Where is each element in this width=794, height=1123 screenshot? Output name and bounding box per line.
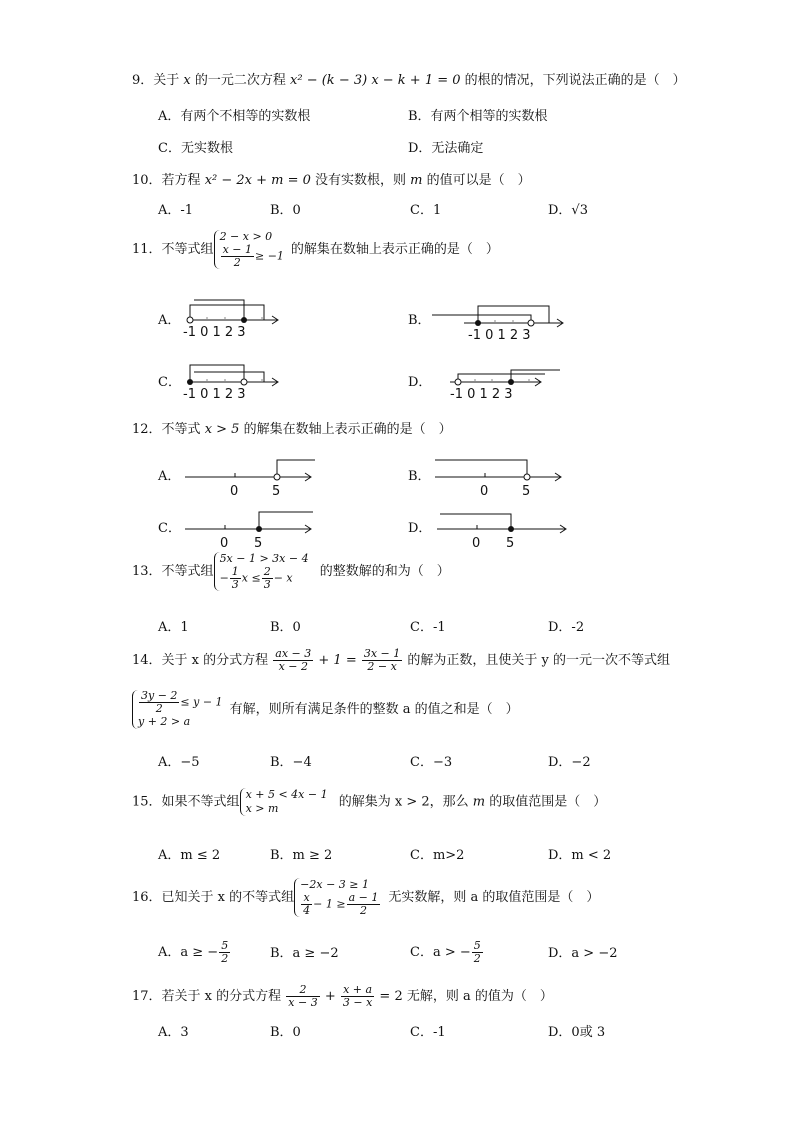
denominator: 2 [359, 904, 367, 917]
q12-option-d[interactable]: D． [408, 521, 432, 536]
question-9 [132, 73, 686, 89]
text: 的解为正数，且使关于 y 的一元一次不等式组 [403, 653, 671, 668]
q11-option-d[interactable]: D． [408, 375, 432, 390]
text: 的整数解的和为（ ） [315, 564, 450, 579]
q11-option-a[interactable]: A． [158, 313, 181, 328]
tick-label-5: 5 [254, 536, 263, 551]
row [220, 566, 309, 591]
q12-numberline-d [437, 507, 577, 552]
question-number: 12． [132, 422, 162, 437]
q11-numberline-d [440, 362, 570, 402]
q11-numberline-a [180, 300, 290, 340]
q14-option-c[interactable]: C．−3 [410, 755, 453, 770]
q12-numberline-c [185, 507, 325, 552]
tick-labels: -1 0 1 2 3 [183, 387, 246, 402]
question-13 [132, 552, 450, 591]
numerator: 2 [286, 984, 319, 997]
denominator: x − 3 [288, 996, 318, 1009]
fraction [286, 984, 319, 1009]
inequality-system [294, 878, 385, 917]
q10-option-c[interactable]: C．1 [410, 203, 442, 218]
question-number: 16． [132, 890, 162, 905]
tick-labels: -1 0 1 2 3 [183, 325, 246, 340]
q10-option-a[interactable]: A．-1 [158, 203, 194, 218]
numerator: 5 [473, 939, 481, 952]
fraction [139, 690, 179, 715]
text: 的一元二次方程 [190, 73, 291, 88]
text: + [320, 989, 340, 1004]
q12-numberline-a [185, 455, 325, 500]
q9-option-c[interactable]: C．无实数根 [158, 141, 233, 156]
inequality-system [240, 788, 332, 816]
denominator: 3 [231, 578, 239, 591]
question-number: 9． [132, 73, 154, 88]
fraction [230, 566, 241, 591]
text: − x [273, 571, 293, 585]
text: 不等式 [161, 422, 205, 437]
tick-label-5: 5 [522, 484, 531, 499]
fraction [341, 984, 374, 1009]
numerator: 3x − 1 [363, 647, 401, 660]
q14-option-b[interactable]: B．−4 [270, 755, 312, 770]
row: x > m [245, 802, 279, 815]
question-number: 15． [132, 794, 162, 810]
text: ≥ −1 [254, 249, 284, 263]
q17-option-b[interactable]: B．0 [270, 1025, 301, 1040]
numerator: ax − 3 [275, 647, 312, 660]
question-number: 13． [132, 564, 162, 579]
q15-option-c[interactable]: C．m>2 [410, 848, 465, 863]
tick-label-0: 0 [220, 536, 229, 551]
text: 无实数解，则 a 的取值范围是（ ） [388, 890, 600, 905]
text: + 1 = [314, 653, 361, 668]
text: 关于 [153, 73, 184, 88]
q11-numberline-b [432, 303, 572, 343]
q13-option-c[interactable]: C．-1 [410, 620, 446, 635]
numerator: 3y − 2 [141, 689, 178, 702]
q15-option-d[interactable]: D．m < 2 [548, 848, 612, 863]
option-text: C．a > − [410, 945, 471, 960]
math: m [472, 794, 486, 810]
question-number: 10． [132, 173, 162, 188]
q13-option-d[interactable]: D．-2 [548, 620, 585, 635]
text: − 1 ≥ [313, 897, 346, 911]
text: 如果不等式组 [161, 794, 240, 810]
tick-label-0: 0 [230, 484, 239, 499]
equation: x > 5 [204, 422, 240, 437]
q16-option-a[interactable] [158, 940, 231, 965]
question-15 [132, 788, 606, 816]
tick-label-0: 0 [480, 484, 489, 499]
q10-option-b[interactable]: B．0 [270, 203, 301, 218]
inequality-system [214, 230, 288, 269]
text: 若关于 x 的分式方程 [161, 989, 286, 1004]
fraction [219, 940, 230, 965]
denominator: 2 [155, 702, 163, 715]
denominator: 3 [263, 578, 271, 591]
q16-option-b[interactable]: B．a ≥ −2 [270, 946, 339, 961]
q16-option-c[interactable] [410, 940, 484, 965]
question-10 [132, 173, 531, 189]
denominator: 2 [233, 256, 241, 269]
text: x ≤ [241, 571, 261, 585]
tick-label-5: 5 [506, 536, 515, 551]
equation: x² − (k − 3) x − k + 1 = 0 [290, 73, 461, 88]
q10-option-d[interactable]: D．√3 [548, 203, 588, 218]
numerator: x − 1 [222, 243, 252, 256]
text: 不等式组 [161, 242, 214, 257]
q15-option-a[interactable]: A．m ≤ 2 [158, 848, 221, 863]
fraction [472, 940, 483, 965]
tick-label-5: 5 [272, 484, 281, 499]
row: y + 2 > a [138, 715, 191, 728]
row [138, 690, 223, 715]
question-14 [132, 648, 670, 673]
fraction [262, 566, 273, 591]
numerator: 5 [221, 939, 229, 952]
text: = 2 无解，则 a 的值为（ ） [375, 989, 553, 1004]
q9-option-a[interactable]: A．有两个不相等的实数根 [158, 109, 311, 124]
q9-option-d[interactable]: D．无法确定 [408, 141, 484, 156]
numerator: x [301, 892, 312, 905]
text: ≤ y − 1 [180, 695, 223, 709]
q15-option-b[interactable]: B．m ≥ 2 [270, 848, 333, 863]
q13-option-a[interactable]: A．1 [158, 620, 189, 635]
text: 有解，则所有满足条件的整数 a 的值之和是（ ） [229, 702, 519, 717]
question-12 [132, 422, 452, 438]
tick-label-0: 0 [472, 536, 481, 551]
denominator: x − 2 [278, 660, 308, 673]
question-number: 14． [132, 653, 162, 668]
fraction [362, 648, 402, 673]
denominator: 2 − x [367, 660, 397, 673]
question-16 [132, 878, 599, 917]
question-11 [132, 230, 499, 269]
q12-numberline-b [435, 455, 575, 500]
q16-option-d[interactable]: D．a > −2 [548, 946, 618, 961]
q11-option-b[interactable]: B． [408, 313, 431, 328]
tick-labels: -1 0 1 2 3 [468, 328, 531, 343]
row: 2 − x > 0 [219, 230, 273, 243]
math: m [410, 173, 423, 188]
question-number: 17． [132, 989, 162, 1004]
denominator: 2 [221, 952, 229, 965]
text: 关于 x 的分式方程 [161, 653, 273, 668]
math: x [183, 73, 191, 88]
equation: x² − 2x + m = 0 [204, 173, 311, 188]
denominator: 4 [303, 904, 311, 917]
numerator: a − 1 [348, 891, 379, 904]
q14-option-a[interactable]: A．−5 [158, 755, 200, 770]
numerator: 1 [231, 565, 239, 578]
fraction [301, 892, 312, 917]
row [300, 892, 381, 917]
text: 不等式组 [161, 564, 214, 579]
numerator: 2 [263, 565, 271, 578]
text: 的根的情况，下列说法正确的是（ ） [460, 73, 686, 88]
tick-labels: -1 0 1 2 3 [450, 387, 513, 402]
q17-option-a[interactable]: A．3 [158, 1025, 189, 1040]
inequality-system [132, 690, 227, 729]
text: 的解集在数轴上表示正确的是（ ） [239, 422, 452, 437]
q12-option-c[interactable]: C． [158, 521, 181, 536]
text: 若方程 [161, 173, 205, 188]
denominator: 3 − x [342, 996, 373, 1009]
q13-option-b[interactable]: B．0 [270, 620, 301, 635]
text: 的值可以是（ ） [422, 173, 531, 188]
denominator: 2 [473, 952, 481, 965]
text: 的解集在数轴上表示正确的是（ ） [290, 242, 499, 257]
text: 已知关于 x 的不等式组 [161, 890, 295, 905]
q12-option-a[interactable]: A． [158, 469, 181, 484]
text: 的取值范围是（ ） [485, 794, 607, 810]
q9-option-b[interactable]: B．有两个相等的实数根 [408, 109, 548, 124]
inequality-system [214, 552, 313, 591]
q17-option-d[interactable]: D．0或 3 [548, 1025, 606, 1040]
question-number: 11． [132, 242, 162, 257]
question-17 [132, 984, 553, 1009]
fraction [347, 892, 381, 917]
row [220, 244, 284, 269]
q11-numberline-c [180, 362, 290, 402]
text: − [219, 571, 229, 585]
row: −2x − 3 ≥ 1 [300, 878, 369, 891]
fraction [273, 648, 313, 673]
fraction [221, 244, 254, 269]
q17-option-c[interactable]: C．-1 [410, 1025, 446, 1040]
q12-option-b[interactable]: B． [408, 469, 431, 484]
row: 5x − 1 > 3x − 4 [219, 552, 309, 565]
text: 的解集为 x > 2，那么 [334, 794, 473, 810]
option-text: A．a ≥ − [158, 945, 219, 960]
row: x + 5 < 4x − 1 [245, 788, 328, 801]
numerator: x + a [341, 984, 374, 997]
question-14-cont [132, 690, 519, 729]
q14-option-d[interactable]: D．−2 [548, 755, 591, 770]
text: 没有实数根，则 [310, 173, 411, 188]
q11-option-c[interactable]: C． [158, 375, 181, 390]
